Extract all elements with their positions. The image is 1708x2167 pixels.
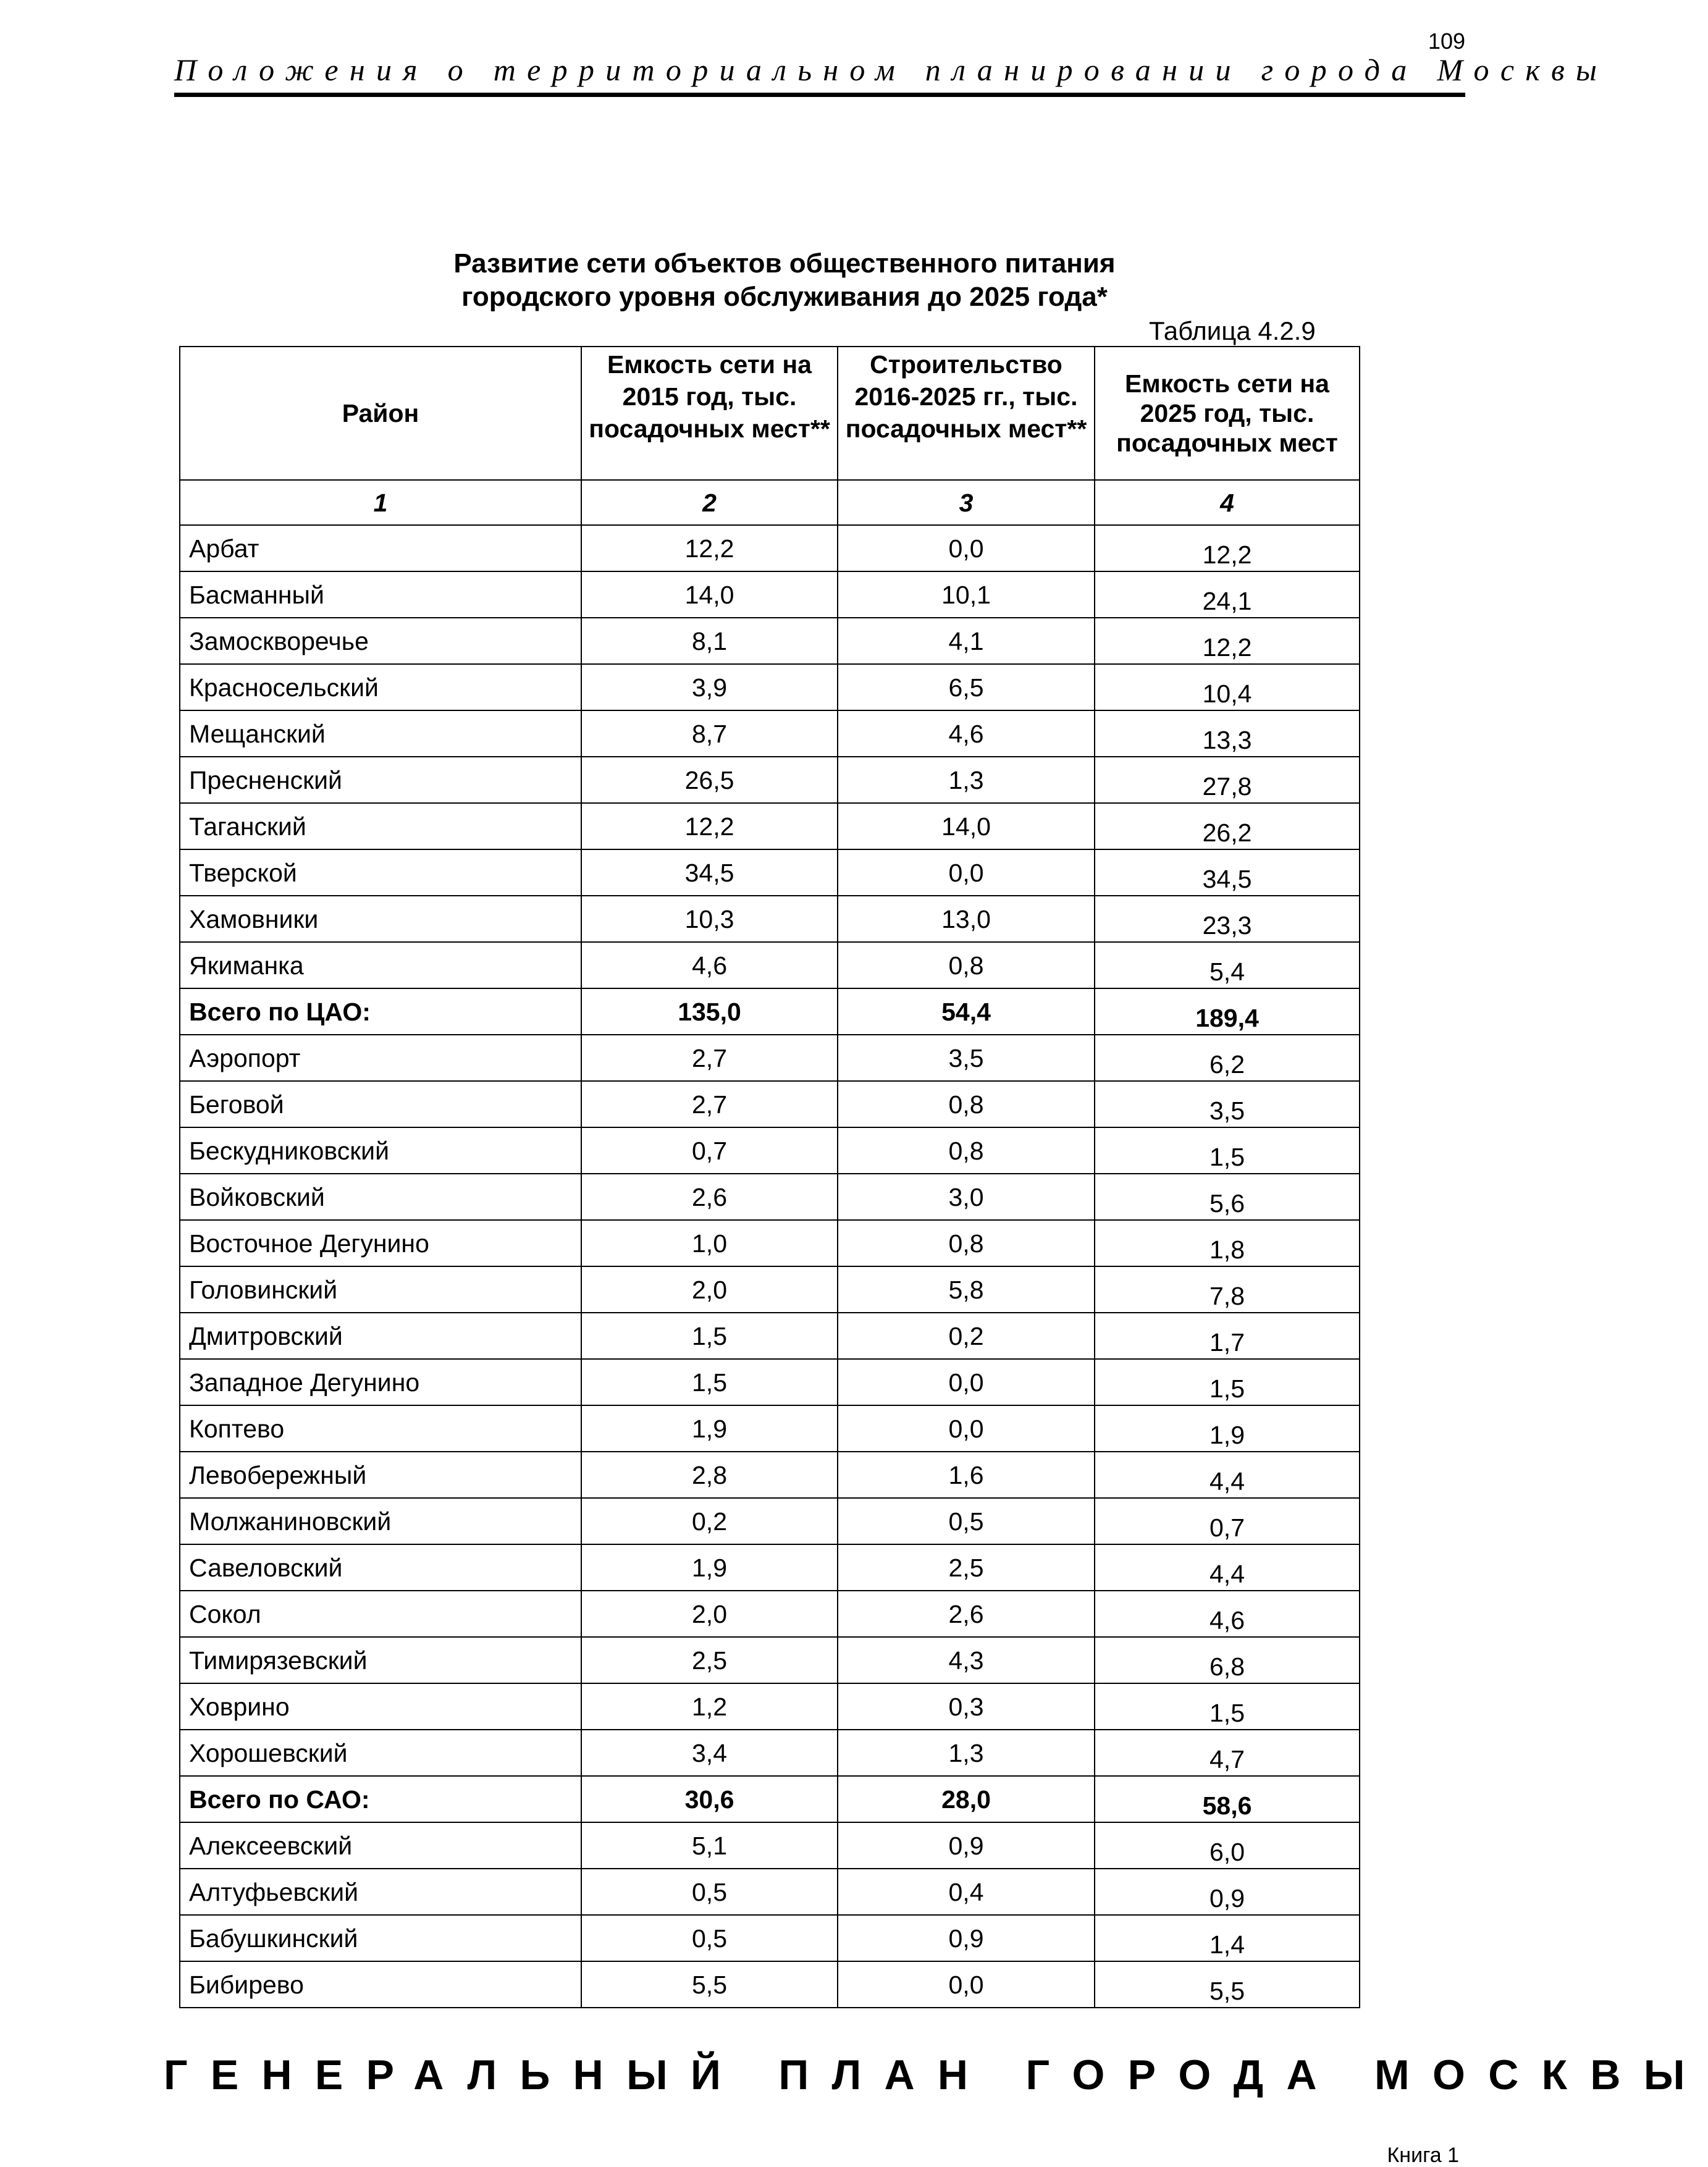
table-title-line-1: Развитие сети объектов общественного питания <box>453 248 1116 279</box>
capacity-2015-cell: 12,2 <box>581 525 838 571</box>
table-total-row <box>180 988 1360 1035</box>
district-cell: Пресненский <box>180 757 581 803</box>
table-row <box>180 1220 1360 1266</box>
capacity-2015-cell: 0,5 <box>581 1869 838 1915</box>
table-row <box>180 1591 1360 1637</box>
table-row <box>180 942 1360 988</box>
capacity-2015-cell: 0,7 <box>581 1127 838 1174</box>
construction-cell: 28,0 <box>838 1776 1095 1822</box>
table-row <box>180 1822 1360 1869</box>
capacity-2015-cell: 1,0 <box>581 1220 838 1266</box>
construction-cell: 4,1 <box>838 618 1095 664</box>
district-cell: Головинский <box>180 1266 581 1313</box>
capacity-2025-cell: 1,8 <box>1095 1220 1360 1266</box>
district-cell: Молжаниновский <box>180 1498 581 1544</box>
capacity-2015-cell: 0,5 <box>581 1915 838 1961</box>
district-cell: Сокол <box>180 1591 581 1637</box>
table-row <box>180 571 1360 618</box>
district-cell: Алексеевский <box>180 1822 581 1869</box>
table-row <box>180 757 1360 803</box>
district-cell: Бескудниковский <box>180 1127 581 1174</box>
capacity-2015-cell: 0,2 <box>581 1498 838 1544</box>
district-cell: Всего по ЦАО: <box>180 988 581 1035</box>
table-row <box>180 1869 1360 1915</box>
capacity-2025-cell: 6,0 <box>1095 1822 1360 1869</box>
construction-cell: 0,8 <box>838 942 1095 988</box>
district-cell: Войковский <box>180 1174 581 1220</box>
construction-cell: 0,4 <box>838 1869 1095 1915</box>
district-cell: Арбат <box>180 525 581 571</box>
district-cell: Всего по САО: <box>180 1776 581 1822</box>
capacity-2015-cell: 5,1 <box>581 1822 838 1869</box>
table-row <box>180 1683 1360 1730</box>
table-row <box>180 1266 1360 1313</box>
table-row <box>180 1452 1360 1498</box>
district-cell: Таганский <box>180 803 581 849</box>
district-cell: Красносельский <box>180 664 581 710</box>
capacity-2015-cell: 34,5 <box>581 849 838 896</box>
capacity-2015-cell: 3,9 <box>581 664 838 710</box>
district-cell: Хамовники <box>180 896 581 942</box>
table-row <box>180 803 1360 849</box>
district-cell: Коптево <box>180 1405 581 1452</box>
construction-cell: 4,6 <box>838 710 1095 757</box>
capacity-2015-cell: 2,6 <box>581 1174 838 1220</box>
district-cell: Западное Дегунино <box>180 1359 581 1405</box>
capacity-2025-cell: 4,4 <box>1095 1544 1360 1591</box>
table-row <box>180 1405 1360 1452</box>
column-header-capacity-2025: Емкость сети на 2025 год, тыс. посадочных мест <box>1095 347 1360 480</box>
capacity-2025-cell: 3,5 <box>1095 1081 1360 1127</box>
table-row <box>180 1081 1360 1127</box>
construction-cell: 0,8 <box>838 1220 1095 1266</box>
construction-cell: 0,0 <box>838 1359 1095 1405</box>
construction-cell: 0,0 <box>838 849 1095 896</box>
district-cell: Якиманка <box>180 942 581 988</box>
header-row <box>180 347 1360 480</box>
capacity-2025-cell: 13,3 <box>1095 710 1360 757</box>
district-cell: Дмитровский <box>180 1313 581 1359</box>
construction-cell: 3,0 <box>838 1174 1095 1220</box>
district-cell: Савеловский <box>180 1544 581 1591</box>
footer-title: ГЕНЕРАЛЬНЫЙ ПЛАН ГОРОДА МОСКВЫ <box>164 2051 1708 2098</box>
construction-cell: 1,3 <box>838 1730 1095 1776</box>
construction-cell: 54,4 <box>838 988 1095 1035</box>
construction-cell: 0,0 <box>838 1961 1095 2008</box>
capacity-2015-cell: 1,9 <box>581 1544 838 1591</box>
capacity-2025-cell: 189,4 <box>1095 988 1360 1035</box>
header-rule <box>174 93 1465 97</box>
construction-cell: 0,0 <box>838 1405 1095 1452</box>
capacity-2015-cell: 1,9 <box>581 1405 838 1452</box>
district-cell: Ховрино <box>180 1683 581 1730</box>
construction-cell: 4,3 <box>838 1637 1095 1683</box>
capacity-2025-cell: 1,5 <box>1095 1359 1360 1405</box>
table-row <box>180 1035 1360 1081</box>
capacity-2015-cell: 30,6 <box>581 1776 838 1822</box>
column-number: 4 <box>1095 480 1360 525</box>
capacity-2025-cell: 6,8 <box>1095 1637 1360 1683</box>
district-cell: Восточное Дегунино <box>180 1220 581 1266</box>
table-row <box>180 664 1360 710</box>
capacity-2015-cell: 2,0 <box>581 1266 838 1313</box>
capacity-2015-cell: 14,0 <box>581 571 838 618</box>
capacity-2025-cell: 4,7 <box>1095 1730 1360 1776</box>
table-total-row <box>180 1776 1360 1822</box>
capacity-2015-cell: 12,2 <box>581 803 838 849</box>
district-cell: Бибирево <box>180 1961 581 2008</box>
table-row <box>180 1961 1360 2008</box>
capacity-2015-cell: 2,7 <box>581 1035 838 1081</box>
capacity-2025-cell: 5,5 <box>1095 1961 1360 2008</box>
table-row <box>180 1544 1360 1591</box>
data-table <box>179 346 1360 2008</box>
capacity-2025-cell: 58,6 <box>1095 1776 1360 1822</box>
capacity-2015-cell: 135,0 <box>581 988 838 1035</box>
capacity-2015-cell: 26,5 <box>581 757 838 803</box>
table-row <box>180 525 1360 571</box>
table-number: Таблица 4.2.9 <box>1149 316 1316 345</box>
capacity-2025-cell: 7,8 <box>1095 1266 1360 1313</box>
construction-cell: 0,8 <box>838 1127 1095 1174</box>
table-body <box>180 525 1360 2008</box>
capacity-2025-cell: 23,3 <box>1095 896 1360 942</box>
capacity-2025-cell: 4,6 <box>1095 1591 1360 1637</box>
table-row <box>180 1127 1360 1174</box>
district-cell: Аэропорт <box>180 1035 581 1081</box>
capacity-2015-cell: 1,5 <box>581 1359 838 1405</box>
capacity-2025-cell: 34,5 <box>1095 849 1360 896</box>
capacity-2015-cell: 1,5 <box>581 1313 838 1359</box>
table-row <box>180 1313 1360 1359</box>
table-row <box>180 1637 1360 1683</box>
column-number: 1 <box>180 480 581 525</box>
column-number-row <box>180 480 1360 525</box>
page-number: 109 <box>1428 28 1465 54</box>
construction-cell: 0,9 <box>838 1822 1095 1869</box>
table-row <box>180 1174 1360 1220</box>
district-cell: Тверской <box>180 849 581 896</box>
construction-cell: 0,8 <box>838 1081 1095 1127</box>
capacity-2015-cell: 2,8 <box>581 1452 838 1498</box>
table-row <box>180 618 1360 664</box>
capacity-2025-cell: 1,7 <box>1095 1313 1360 1359</box>
table-row <box>180 896 1360 942</box>
district-cell: Левобережный <box>180 1452 581 1498</box>
capacity-2025-cell: 1,4 <box>1095 1915 1360 1961</box>
running-header: Положения о территориальном планировании города Москвы <box>174 53 1609 87</box>
capacity-2025-cell: 5,4 <box>1095 942 1360 988</box>
capacity-2015-cell: 5,5 <box>581 1961 838 2008</box>
construction-cell: 1,6 <box>838 1452 1095 1498</box>
capacity-2015-cell: 10,3 <box>581 896 838 942</box>
capacity-2015-cell: 4,6 <box>581 942 838 988</box>
capacity-2015-cell: 2,5 <box>581 1637 838 1683</box>
district-cell: Бабушкинский <box>180 1915 581 1961</box>
capacity-2015-cell: 1,2 <box>581 1683 838 1730</box>
construction-cell: 3,5 <box>838 1035 1095 1081</box>
capacity-2015-cell: 8,1 <box>581 618 838 664</box>
capacity-2025-cell: 0,9 <box>1095 1869 1360 1915</box>
column-header-district: Район <box>180 347 581 480</box>
capacity-2025-cell: 0,7 <box>1095 1498 1360 1544</box>
district-cell: Алтуфьевский <box>180 1869 581 1915</box>
capacity-2015-cell: 2,0 <box>581 1591 838 1637</box>
district-cell: Замоскворечье <box>180 618 581 664</box>
construction-cell: 0,9 <box>838 1915 1095 1961</box>
construction-cell: 2,5 <box>838 1544 1095 1591</box>
table-row <box>180 710 1360 757</box>
capacity-2025-cell: 5,6 <box>1095 1174 1360 1220</box>
district-cell: Тимирязевский <box>180 1637 581 1683</box>
capacity-2025-cell: 1,5 <box>1095 1127 1360 1174</box>
capacity-2025-cell: 1,9 <box>1095 1405 1360 1452</box>
capacity-2015-cell: 2,7 <box>581 1081 838 1127</box>
construction-cell: 0,0 <box>838 525 1095 571</box>
table-row <box>180 1359 1360 1405</box>
table-row <box>180 1498 1360 1544</box>
district-cell: Басманный <box>180 571 581 618</box>
capacity-2025-cell: 27,8 <box>1095 757 1360 803</box>
capacity-2025-cell: 10,4 <box>1095 664 1360 710</box>
construction-cell: 0,3 <box>838 1683 1095 1730</box>
capacity-2025-cell: 26,2 <box>1095 803 1360 849</box>
construction-cell: 6,5 <box>838 664 1095 710</box>
construction-cell: 13,0 <box>838 896 1095 942</box>
capacity-2015-cell: 8,7 <box>581 710 838 757</box>
table-row <box>180 849 1360 896</box>
table-row <box>180 1730 1360 1776</box>
district-cell: Беговой <box>180 1081 581 1127</box>
construction-cell: 1,3 <box>838 757 1095 803</box>
column-header-capacity-2015: Емкость сети на 2015 год, тыс. посадочных мест** <box>581 347 838 480</box>
capacity-2025-cell: 12,2 <box>1095 618 1360 664</box>
table-title-line-2: городского уровня обслуживания до 2025 года* <box>461 282 1108 312</box>
capacity-2025-cell: 1,5 <box>1095 1683 1360 1730</box>
table-row <box>180 1915 1360 1961</box>
capacity-2025-cell: 12,2 <box>1095 525 1360 571</box>
construction-cell: 5,8 <box>838 1266 1095 1313</box>
capacity-2025-cell: 4,4 <box>1095 1452 1360 1498</box>
capacity-2025-cell: 24,1 <box>1095 571 1360 618</box>
construction-cell: 2,6 <box>838 1591 1095 1637</box>
capacity-2025-cell: 6,2 <box>1095 1035 1360 1081</box>
footer-book-label: Книга 1 <box>1387 2144 1459 2167</box>
construction-cell: 0,5 <box>838 1498 1095 1544</box>
column-number: 3 <box>838 480 1095 525</box>
construction-cell: 14,0 <box>838 803 1095 849</box>
capacity-2015-cell: 3,4 <box>581 1730 838 1776</box>
district-cell: Мещанский <box>180 710 581 757</box>
construction-cell: 0,2 <box>838 1313 1095 1359</box>
column-number: 2 <box>581 480 838 525</box>
district-cell: Хорошевский <box>180 1730 581 1776</box>
construction-cell: 10,1 <box>838 571 1095 618</box>
table-title <box>340 247 1229 314</box>
column-header-construction: Строительство 2016-2025 гг., тыс. посадочных мест** <box>838 347 1095 480</box>
